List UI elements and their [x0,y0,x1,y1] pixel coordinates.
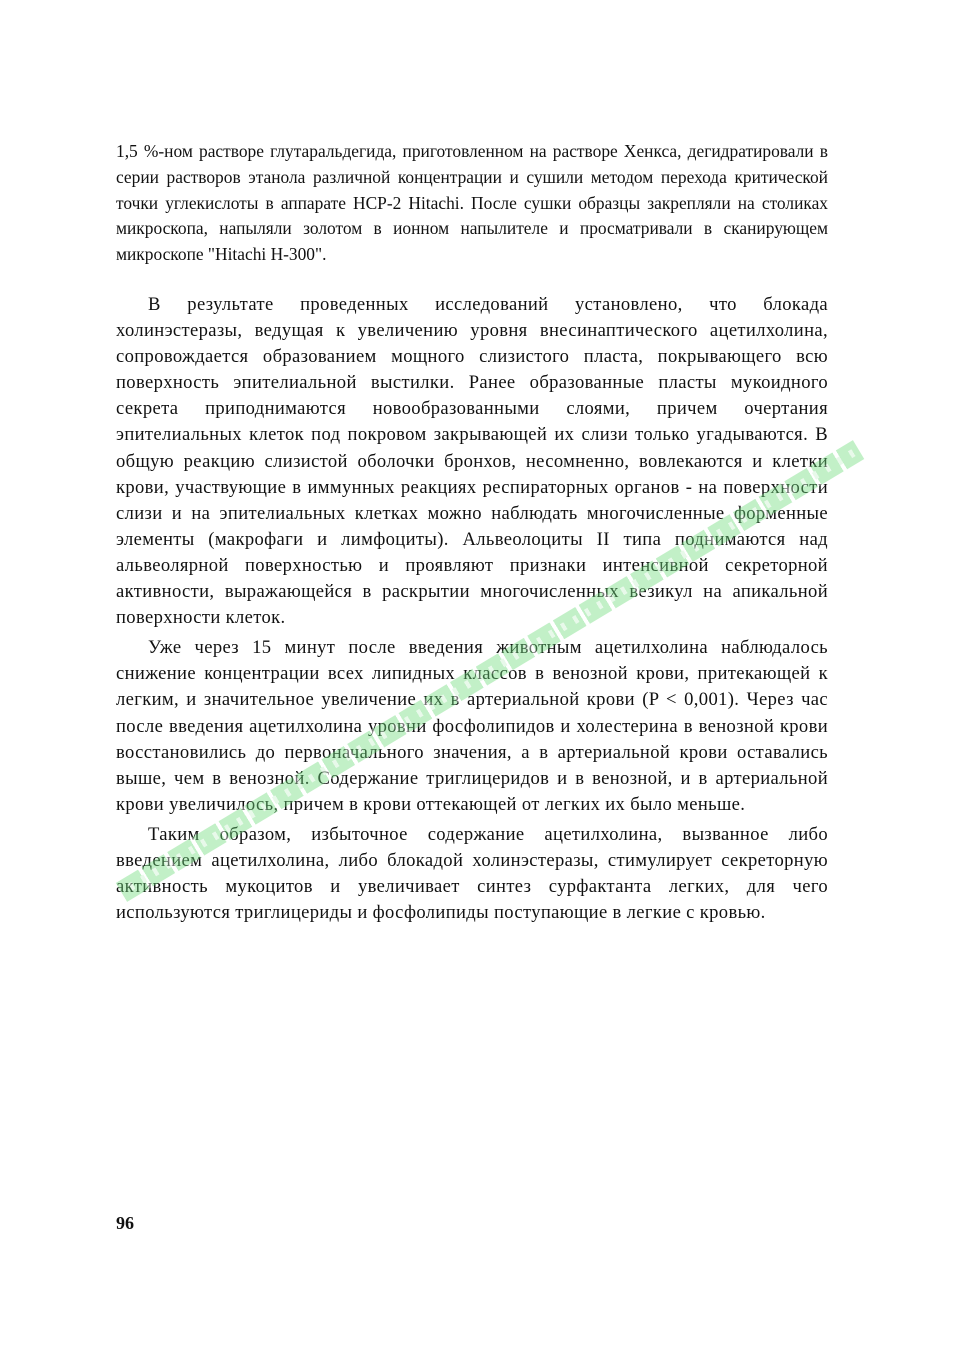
paragraph-conclusion: Таким образом, избыточное содержание ацетилхолина, вызванное либо введением ацетилхолина, либо блокадой холинэстеразы, стимулирует секреторную активность мукоцитов и увеличивает синтез сурфактанта легких, для чего используются триглицериды и фосфолипиды поступающие в легкие с кровью. [116,823,828,924]
main-text [116,292,828,926]
page-number: 96 [116,1213,134,1233]
paragraph-acetylcholine: Уже через 15 минут после введения животным ацетилхолина наблюдалось снижение концентрации всех липидных классов в венозной крови, притекающей к легким, и значительное увеличение их в артериальной крови (P < 0,001). Через час после введения ацетилхолина уровни фосфолипидов и холестерина в венозной крови восстановились до первоначального значения, а в артериальной крови оставались выше, чем в венозной. Содержание триглицеридов и в венозной, и в артериальной крови увеличилось, причем в крови оттекающей от легких их было меньше. [116,637,828,815]
paragraph-results: В результате проведенных исследований установлено, что блокада холинэстеразы, ведущая к увеличению уровня внесинаптического ацетилхолина, сопровождается образованием мощного слизистого пласта, покрывающего всю поверхность эпителиальной выстилки. Ранее образованные пласты мукоидного секрета приподнимаются новообразованными слоями, причем очертания эпителиальных клеток под покровом закрывающей их слизи только угадываются. В общую реакцию слизистой оболочки бронхов, несомненно, вовлекаются и клетки крови, участвующие в иммунных реакциях респираторных органов - на поверхности слизи и на эпителиальных клетках можно наблюдать многочисленные форменные элементы (макрофаги и лимфоциты). Альвеолоциты II типа поднимаются над альвеолярной поверхностью и проявляют признаки интенсивной секреторной активности, выражающейся в раскрытии многочисленных везикул на апикальной поверхности клеток. [116,294,828,629]
intro-paragraph: 1,5 %-ном растворе глутаральдегида, приготовленном на растворе Хенкса, дегидратировали в серии растворов этанола различной концентрации и сушили методом перехода критической точки углекислоты в аппарате HCP-2 Hitachi. После сушки образцы закрепляли на столиках микроскопа, напыляли золотом в ионном напылителе и просматривали в сканирующем микроскопе "Hitachi H-300". [116,141,828,265]
